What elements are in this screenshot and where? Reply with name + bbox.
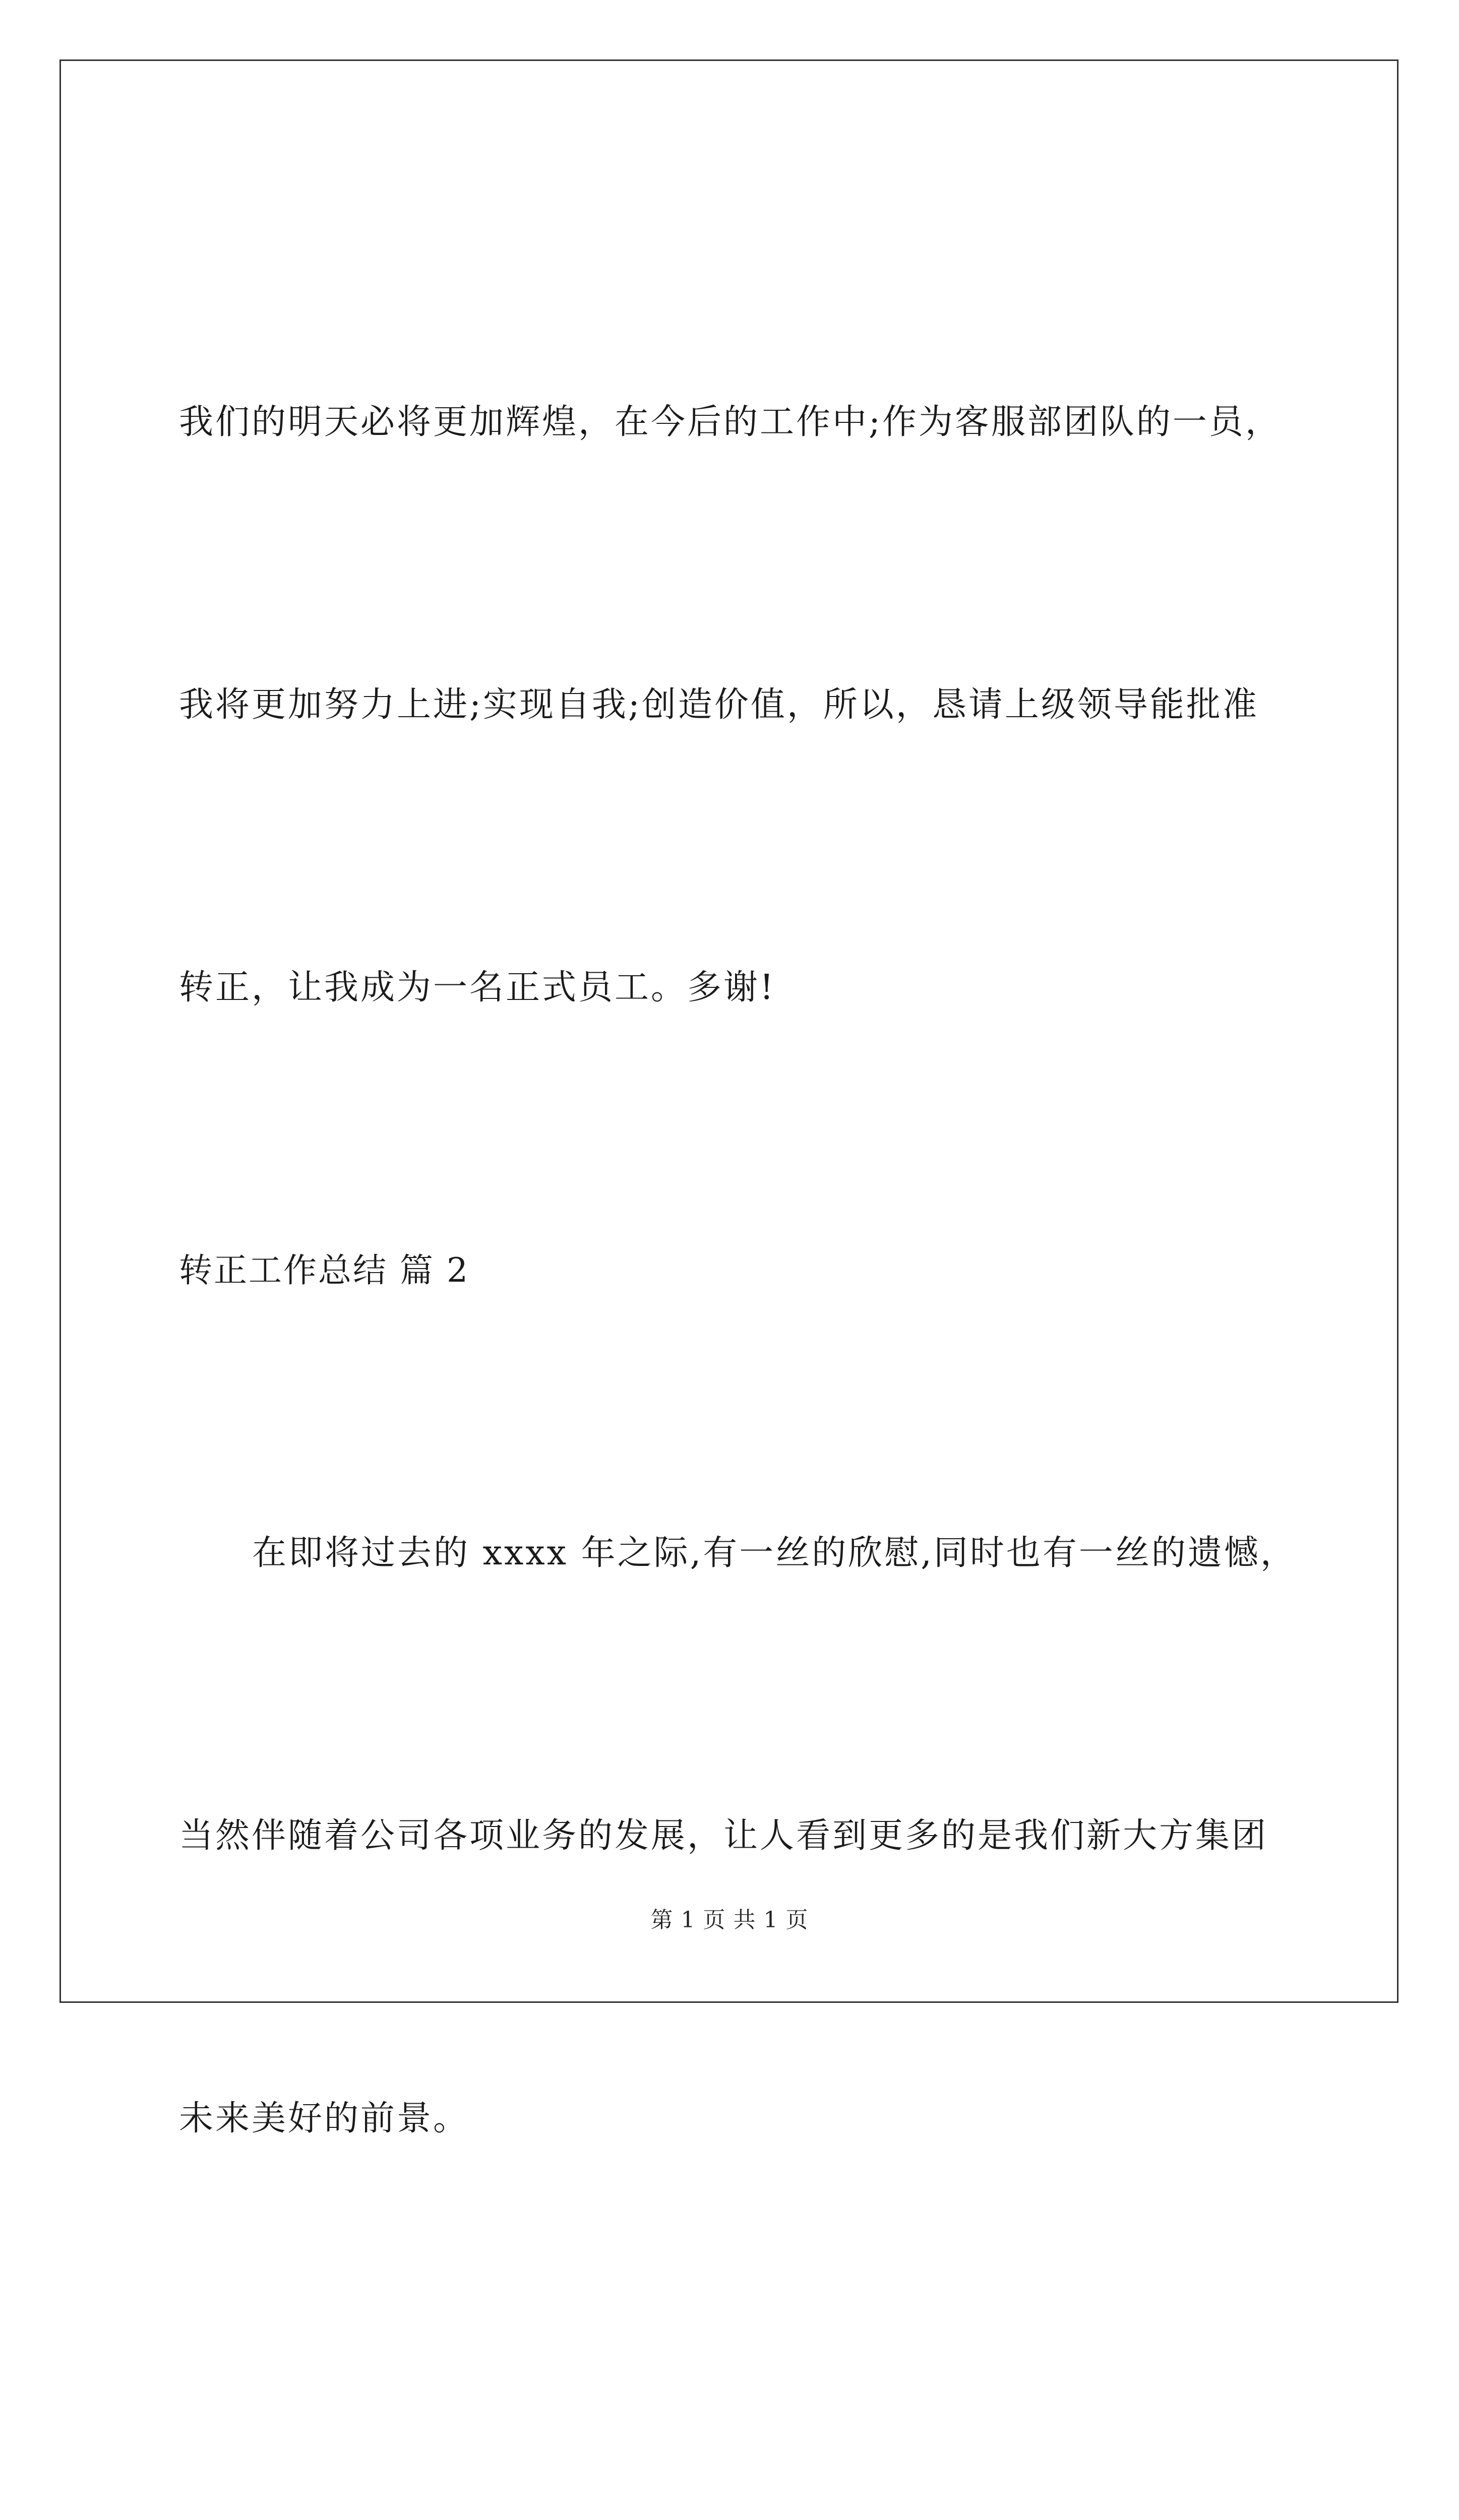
text-line: 当然伴随着公司各项业务的发展，让人看到更多的是我们新大方集团 [179, 1816, 1268, 1856]
text-line: 未来美好的前景。 [179, 2099, 470, 2138]
text-line: 在即将过去的 xxxx 年之际,有一丝的欣慰,同时也有一丝的遗憾， [252, 1533, 1297, 1573]
section-heading: 转正工作总结 篇 2 [179, 1251, 469, 1290]
text-line: 我将更加努力上进;实现自我;创造价值，所以，恳请上级领导能批准 [179, 685, 1259, 725]
intro-paragraph [179, 186, 1288, 1223]
text-line: 我们的明天必将更加辉煌，在今后的工作中;作为客服部团队的一员， [179, 402, 1282, 442]
text-line: 转正，让我成为一名正式员工。多谢! [179, 968, 776, 1007]
paragraph-1 [179, 1317, 1297, 2354]
paragraph-2 [179, 2354, 1288, 2520]
page-footer: 第 1 页 共 1 页 [650, 1907, 809, 1933]
document-body [179, 186, 1297, 2520]
